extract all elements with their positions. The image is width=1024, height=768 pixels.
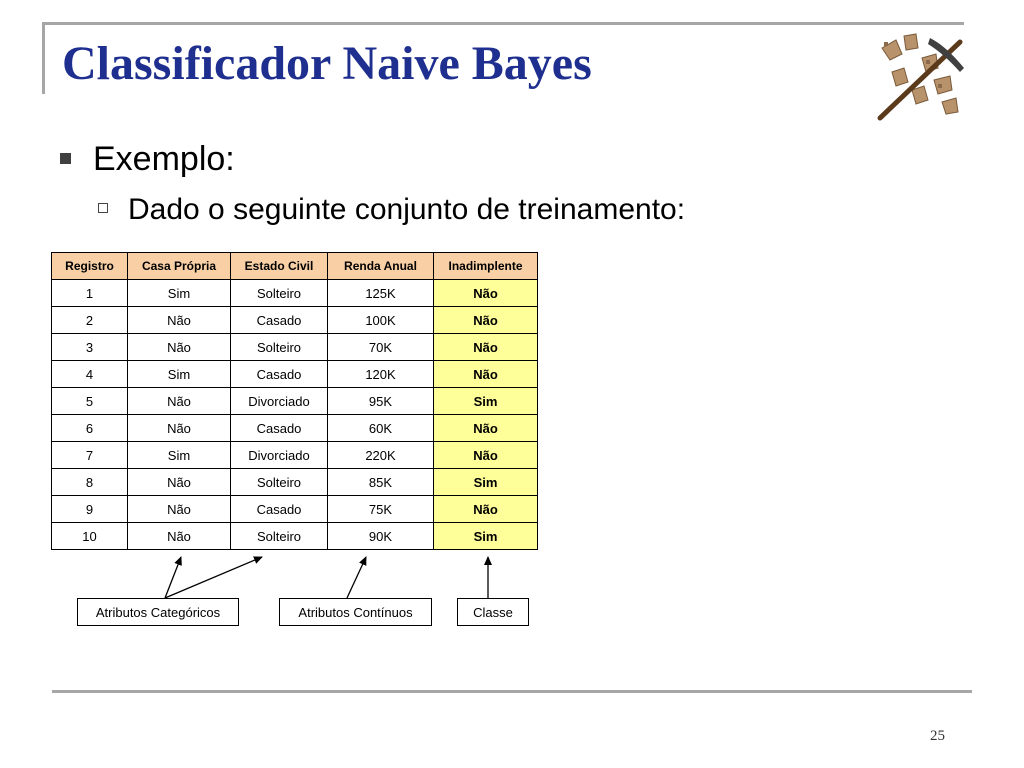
table-row xyxy=(52,388,538,415)
class-cell: Não xyxy=(434,280,538,307)
bullet-level2-text: Dado o seguinte conjunto de treinamento: xyxy=(128,193,686,226)
table-row xyxy=(52,334,538,361)
table-cell: Sim xyxy=(128,442,231,469)
table-row xyxy=(52,442,538,469)
table-cell: Sim xyxy=(128,361,231,388)
class-cell: Não xyxy=(434,442,538,469)
table-cell: Solteiro xyxy=(231,469,328,496)
table-cell: 9 xyxy=(52,496,128,523)
slide-title: Classificador Naive Bayes xyxy=(62,37,592,90)
table-cell: Casado xyxy=(231,361,328,388)
table-cell: 85K xyxy=(328,469,434,496)
pickaxe-rocks-icon xyxy=(872,28,970,126)
page-number: 25 xyxy=(930,728,945,744)
table-cell: Divorciado xyxy=(231,442,328,469)
table-row xyxy=(52,280,538,307)
header-registro: Registro xyxy=(52,253,128,280)
table-cell: 3 xyxy=(52,334,128,361)
table-row xyxy=(52,361,538,388)
table-cell: Solteiro xyxy=(231,280,328,307)
class-cell: Não xyxy=(434,307,538,334)
table-row xyxy=(52,415,538,442)
header-inadimplente: Inadimplente xyxy=(434,253,538,280)
class-cell: Não xyxy=(434,361,538,388)
top-border-line xyxy=(42,22,964,25)
label-class: Classe xyxy=(457,598,529,626)
header-estado-civil: Estado Civil xyxy=(231,253,328,280)
header-renda-anual: Renda Anual xyxy=(328,253,434,280)
table-cell: Divorciado xyxy=(231,388,328,415)
bullet-level1-text: Exemplo: xyxy=(93,140,235,178)
table-cell: Não xyxy=(128,307,231,334)
arrow-continuous-renda xyxy=(347,557,366,598)
table-cell: Não xyxy=(128,523,231,550)
arrow-categorical-casa xyxy=(165,557,181,598)
table-cell: 95K xyxy=(328,388,434,415)
table-cell: 60K xyxy=(328,415,434,442)
table-cell: 90K xyxy=(328,523,434,550)
arrow-categorical-estado xyxy=(165,557,262,598)
class-cell: Não xyxy=(434,496,538,523)
bottom-divider xyxy=(52,690,972,693)
table-cell: Sim xyxy=(128,280,231,307)
table-cell: 70K xyxy=(328,334,434,361)
table-row xyxy=(52,307,538,334)
table-cell: 6 xyxy=(52,415,128,442)
bullet-level1 xyxy=(60,140,235,179)
bullet-level2 xyxy=(98,193,685,227)
table-cell: 10 xyxy=(52,523,128,550)
table-cell: Casado xyxy=(231,415,328,442)
table-cell: 5 xyxy=(52,388,128,415)
table-cell: 4 xyxy=(52,361,128,388)
class-cell: Não xyxy=(434,334,538,361)
table-cell: 1 xyxy=(52,280,128,307)
table-cell: Não xyxy=(128,334,231,361)
table-cell: Não xyxy=(128,496,231,523)
table-cell: 100K xyxy=(328,307,434,334)
table-cell: 8 xyxy=(52,469,128,496)
table-cell: Não xyxy=(128,469,231,496)
class-cell: Sim xyxy=(434,523,538,550)
table-cell: 125K xyxy=(328,280,434,307)
header-casa-propria: Casa Própria xyxy=(128,253,231,280)
class-cell: Sim xyxy=(434,388,538,415)
hollow-square-bullet-icon xyxy=(98,203,108,213)
table-row xyxy=(52,523,538,550)
table-cell: Solteiro xyxy=(231,523,328,550)
table-cell: 220K xyxy=(328,442,434,469)
table-cell: Não xyxy=(128,388,231,415)
table-cell: 75K xyxy=(328,496,434,523)
table-row xyxy=(52,496,538,523)
table-cell: Casado xyxy=(231,307,328,334)
table-header-row xyxy=(52,253,538,280)
table-row xyxy=(52,469,538,496)
class-cell: Não xyxy=(434,415,538,442)
table-cell: Casado xyxy=(231,496,328,523)
table-cell: Não xyxy=(128,415,231,442)
table-cell: 7 xyxy=(52,442,128,469)
left-border-line xyxy=(42,22,45,94)
table-cell: Solteiro xyxy=(231,334,328,361)
training-data-table xyxy=(51,252,538,550)
class-cell: Sim xyxy=(434,469,538,496)
table-cell: 120K xyxy=(328,361,434,388)
square-bullet-icon xyxy=(60,153,71,164)
label-continuous-attributes: Atributos Contínuos xyxy=(279,598,432,626)
table-cell: 2 xyxy=(52,307,128,334)
label-categorical-attributes: Atributos Categóricos xyxy=(77,598,239,626)
